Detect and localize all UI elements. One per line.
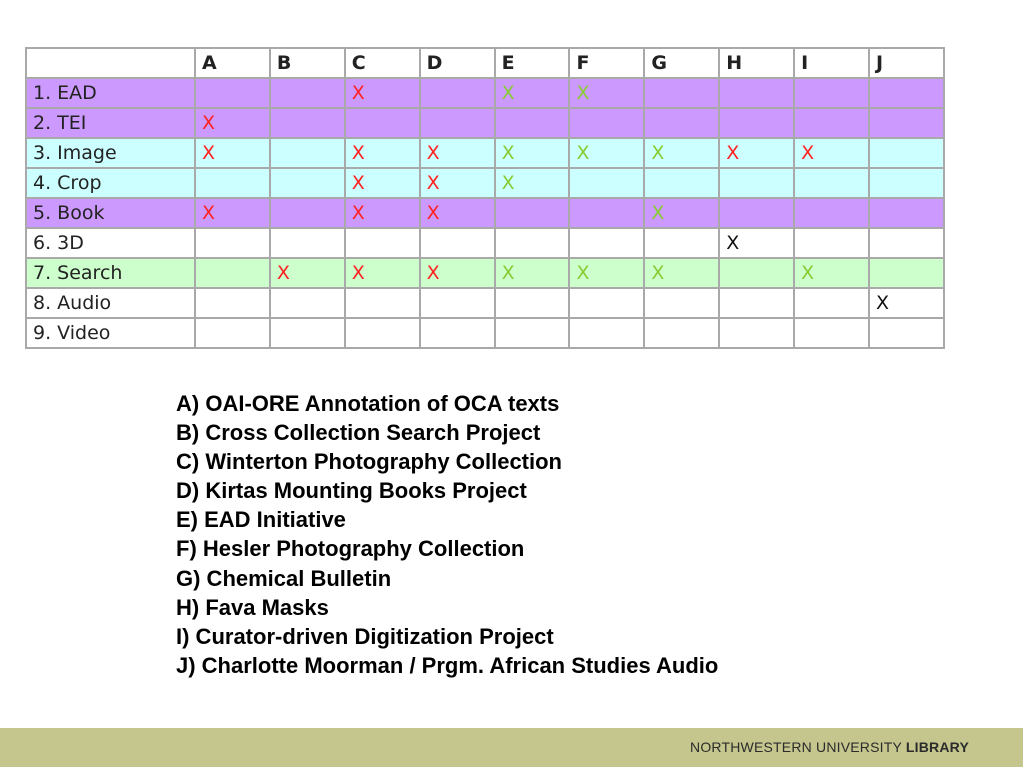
- empty-cell: [195, 228, 270, 258]
- empty-cell: [420, 108, 495, 138]
- footer-band: [0, 728, 1023, 767]
- empty-cell: [794, 288, 869, 318]
- empty-cell: [270, 228, 345, 258]
- row-label: 2. TEI: [26, 108, 195, 138]
- legend-item: C) Winterton Photography Collection: [176, 449, 562, 475]
- table-row: [26, 288, 944, 318]
- table-row: [26, 108, 944, 138]
- x-mark-cell: X: [345, 78, 420, 108]
- column-header-d: D: [420, 48, 495, 78]
- empty-cell: [195, 288, 270, 318]
- empty-cell: [794, 318, 869, 348]
- empty-cell: [569, 288, 644, 318]
- empty-cell: [644, 288, 719, 318]
- table-row: [26, 168, 944, 198]
- logo-text-bold: LIBRARY: [905, 739, 969, 755]
- empty-cell: [719, 168, 794, 198]
- table-body: [26, 78, 944, 348]
- column-header-h: H: [719, 48, 794, 78]
- legend-item: D) Kirtas Mounting Books Project: [176, 478, 527, 504]
- empty-cell: [345, 318, 420, 348]
- empty-cell: [869, 78, 944, 108]
- empty-cell: [719, 108, 794, 138]
- empty-cell: [420, 288, 495, 318]
- empty-cell: [195, 78, 270, 108]
- empty-cell: [495, 288, 570, 318]
- x-mark-cell: X: [569, 258, 644, 288]
- empty-cell: [794, 78, 869, 108]
- empty-cell: [195, 168, 270, 198]
- legend-item: F) Hesler Photography Collection: [176, 536, 525, 562]
- row-label: 3. Image: [26, 138, 195, 168]
- row-label: 7. Search: [26, 258, 195, 288]
- legend-item: A) OAI-ORE Annotation of OCA texts: [176, 391, 560, 416]
- x-mark-cell: X: [644, 198, 719, 228]
- column-header-b: B: [270, 48, 345, 78]
- empty-cell: [869, 198, 944, 228]
- row-label: 8. Audio: [26, 288, 195, 318]
- x-mark-cell: X: [495, 168, 570, 198]
- empty-cell: [794, 198, 869, 228]
- empty-cell: [345, 108, 420, 138]
- table-row: [26, 228, 944, 258]
- table-row: [26, 78, 944, 108]
- empty-cell: [869, 258, 944, 288]
- x-mark-cell: X: [569, 138, 644, 168]
- x-mark-cell: X: [719, 138, 794, 168]
- corner-header-cell: [26, 48, 195, 78]
- x-mark-cell: X: [420, 198, 495, 228]
- empty-cell: [270, 198, 345, 228]
- empty-cell: [644, 108, 719, 138]
- x-mark-cell: X: [869, 288, 944, 318]
- logo-text-regular: NORTHWESTERN UNIVERSITY: [690, 739, 906, 755]
- northwestern-library-logo: [690, 739, 969, 755]
- empty-cell: [270, 108, 345, 138]
- empty-cell: [495, 318, 570, 348]
- column-header-e: E: [495, 48, 570, 78]
- empty-cell: [420, 78, 495, 108]
- empty-cell: [794, 228, 869, 258]
- empty-cell: [644, 228, 719, 258]
- empty-cell: [420, 318, 495, 348]
- empty-cell: [719, 198, 794, 228]
- row-label: 6. 3D: [26, 228, 195, 258]
- x-mark-cell: X: [569, 78, 644, 108]
- legend-item: J) Charlotte Moorman / Prgm. African Studies Audio: [176, 652, 719, 678]
- table-row: [26, 258, 944, 288]
- table-header-row: [26, 48, 944, 78]
- legend-item: I) Curator-driven Digitization Project: [176, 623, 554, 649]
- column-header-g: G: [644, 48, 719, 78]
- legend-item: B) Cross Collection Search Project: [176, 420, 541, 446]
- empty-cell: [420, 228, 495, 258]
- column-header-f: F: [569, 48, 644, 78]
- empty-cell: [270, 168, 345, 198]
- empty-cell: [270, 318, 345, 348]
- column-header-j: J: [869, 48, 944, 78]
- legend-item: G) Chemical Bulletin: [176, 565, 392, 591]
- x-mark-cell: X: [345, 258, 420, 288]
- table-row: [26, 318, 944, 348]
- empty-cell: [644, 318, 719, 348]
- empty-cell: [719, 318, 794, 348]
- empty-cell: [270, 288, 345, 318]
- x-mark-cell: X: [270, 258, 345, 288]
- table-row: [26, 138, 944, 168]
- x-mark-cell: X: [345, 198, 420, 228]
- x-mark-cell: X: [420, 138, 495, 168]
- project-matrix-table: [25, 47, 945, 349]
- row-label: 5. Book: [26, 198, 195, 228]
- empty-cell: [719, 258, 794, 288]
- x-mark-cell: X: [794, 138, 869, 168]
- empty-cell: [569, 318, 644, 348]
- column-header-a: A: [195, 48, 270, 78]
- x-mark-cell: X: [495, 138, 570, 168]
- column-header-c: C: [345, 48, 420, 78]
- empty-cell: [869, 138, 944, 168]
- empty-cell: [869, 108, 944, 138]
- empty-cell: [569, 168, 644, 198]
- empty-cell: [794, 108, 869, 138]
- x-mark-cell: X: [644, 138, 719, 168]
- empty-cell: [495, 228, 570, 258]
- empty-cell: [869, 318, 944, 348]
- empty-cell: [644, 78, 719, 108]
- x-mark-cell: X: [794, 258, 869, 288]
- empty-cell: [569, 108, 644, 138]
- x-mark-cell: X: [719, 228, 794, 258]
- x-mark-cell: X: [195, 198, 270, 228]
- x-mark-cell: X: [345, 138, 420, 168]
- empty-cell: [345, 228, 420, 258]
- x-mark-cell: X: [345, 168, 420, 198]
- x-mark-cell: X: [195, 138, 270, 168]
- project-legend: [176, 389, 718, 680]
- empty-cell: [495, 108, 570, 138]
- empty-cell: [569, 198, 644, 228]
- legend-item: H) Fava Masks: [176, 594, 329, 620]
- row-label: 1. EAD: [26, 78, 195, 108]
- empty-cell: [794, 168, 869, 198]
- empty-cell: [195, 258, 270, 288]
- empty-cell: [644, 168, 719, 198]
- x-mark-cell: X: [495, 78, 570, 108]
- row-label: 9. Video: [26, 318, 195, 348]
- empty-cell: [270, 138, 345, 168]
- legend-item: E) EAD Initiative: [176, 507, 346, 533]
- x-mark-cell: X: [495, 258, 570, 288]
- x-mark-cell: X: [644, 258, 719, 288]
- empty-cell: [195, 318, 270, 348]
- empty-cell: [270, 78, 345, 108]
- column-header-i: I: [794, 48, 869, 78]
- x-mark-cell: X: [420, 258, 495, 288]
- empty-cell: [495, 198, 570, 228]
- empty-cell: [569, 228, 644, 258]
- empty-cell: [869, 228, 944, 258]
- empty-cell: [869, 168, 944, 198]
- table-row: [26, 198, 944, 228]
- empty-cell: [719, 288, 794, 318]
- empty-cell: [719, 78, 794, 108]
- row-label: 4. Crop: [26, 168, 195, 198]
- x-mark-cell: X: [420, 168, 495, 198]
- empty-cell: [345, 288, 420, 318]
- x-mark-cell: X: [195, 108, 270, 138]
